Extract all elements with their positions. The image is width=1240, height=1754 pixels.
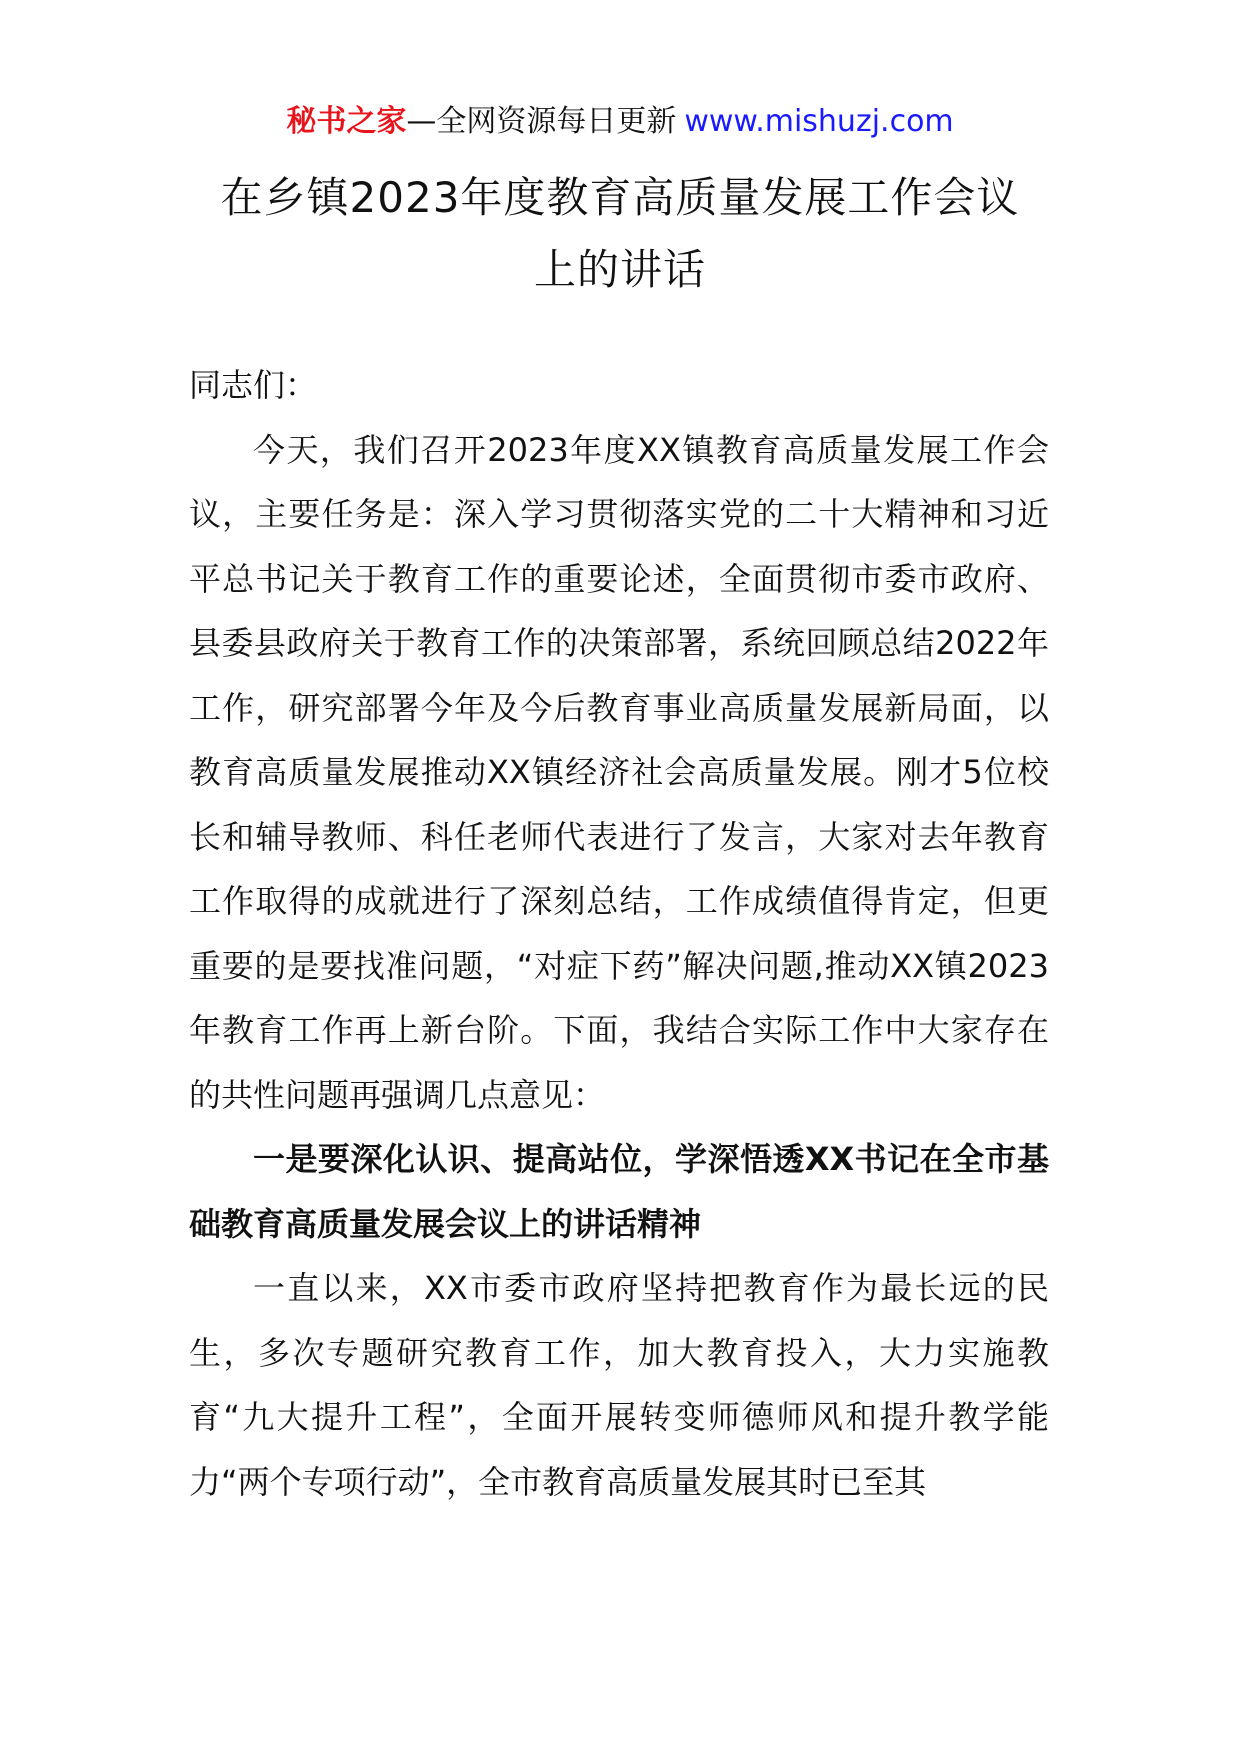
title-line-1: 在乡镇2023年度教育高质量发展工作会议 [220,173,1020,222]
title-line-2: 上的讲话 [533,245,706,294]
document-body [189,353,1049,1514]
body-paragraph: 一直以来，XX市委市政府坚持把教育作为最长远的民生，多次专题研究教育工作，加大教育投入，大力实施教育“九大提升工程”，全面开展转变师德师风和提升教学能力“两个专项行动”，全市教育高质量发展其时已至其 [189,1269,1049,1501]
site-header [0,100,1240,144]
site-url-link[interactable]: www.mishuzj.com [684,104,954,139]
header-tagline: —全网资源每日更新 [406,104,677,139]
body-paragraph: 今天，我们召开2023年度XX镇教育高质量发展工作会议，主要任务是：深入学习贯彻落实党的二十大精神和习近平总书记关于教育工作的重要论述，全面贯彻市委市政府、县委县政府关于教育工作的决策部署，系统回顾总结2022年工作，研究部署今年及今后教育事业高质量发展新局面，以教育高质量发展推动XX镇经济社会高质量发展。刚才5位校长和辅导教师、科任老师代表进行了发言，大家对去年教育工作取得的成就进行了深刻总结，工作成绩值得肯定，但更重要的是要找准问题，“对症下药”解决问题,推动XX镇2023年教育工作再上新台阶。下面，我结合实际工作中大家存在的共性问题再强调几点意见： [189,430,1049,1114]
document-title [170,162,1070,306]
salutation: 同志们： [189,366,318,404]
brand-name: 秘书之家 [286,104,407,139]
section-heading: 一是要深化认识、提高站位，学深悟透XX书记在全市基础教育高质量发展会议上的讲话精神 [189,1140,1049,1243]
